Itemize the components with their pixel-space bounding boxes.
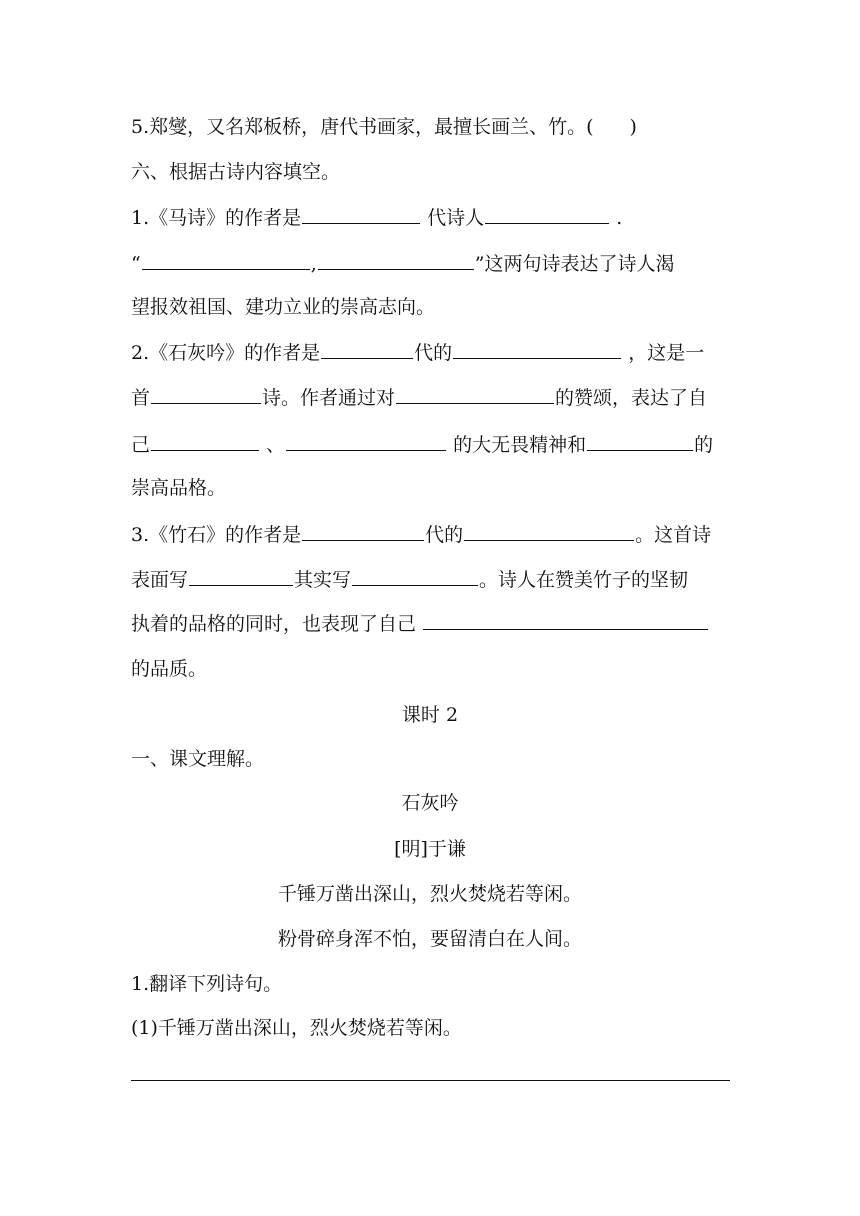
- blank-poet[interactable]: [464, 520, 634, 541]
- text: “: [131, 253, 141, 275]
- question-1-sub-1: (1)千锤万凿出深山，烈火焚烧若等闲。: [131, 1017, 462, 1039]
- answer-line[interactable]: [131, 1080, 730, 1081]
- blank-surface[interactable]: [189, 565, 293, 586]
- text: 己: [131, 434, 151, 456]
- text: 其实写: [294, 569, 352, 591]
- text: 。诗人在赞美竹子的坚韧: [479, 569, 689, 591]
- text: 的大无畏精神和: [447, 434, 587, 456]
- blank-verse-2[interactable]: [318, 249, 474, 270]
- blank-verse-1[interactable]: [142, 249, 310, 270]
- question-5: [131, 112, 637, 142]
- section-6-title: 六、根据古诗内容填空。: [131, 161, 341, 183]
- blank-type[interactable]: [151, 383, 261, 404]
- text: 3.《竹石》的作者是: [131, 524, 302, 546]
- poem-3-line-4: 的品质。: [131, 658, 208, 680]
- poem-2-line-2: [131, 383, 707, 413]
- blank-spirit-1[interactable]: [151, 430, 259, 451]
- text: 执着的品格的同时，也表现了自己: [131, 613, 423, 635]
- blank-quality[interactable]: [423, 609, 708, 630]
- blank-dynasty[interactable]: [302, 203, 420, 224]
- section-1-title: 一、课文理解。: [131, 748, 265, 770]
- poem-2-line-1: [131, 338, 704, 368]
- blank-poet[interactable]: [453, 338, 621, 359]
- text: 2.《石灰吟》的作者是: [131, 342, 321, 364]
- question-5-text: 5.郑燮，又名郑板桥，唐代书画家，最擅长画兰、竹。(: [131, 116, 594, 138]
- blank-object[interactable]: [396, 383, 554, 404]
- poem-1-line-3: 望报效祖国、建功立业的崇高志向。: [131, 296, 436, 318]
- poem-3-line-2: [131, 565, 688, 595]
- lesson-2-title: 课时 2: [401, 704, 459, 726]
- poem-line-2: 粉骨碎身浑不怕，要留清白在人间。: [277, 928, 582, 950]
- text: 表面写: [131, 569, 189, 591]
- poem-3-line-1: [131, 520, 711, 550]
- text: 1.《马诗》的作者是: [131, 207, 302, 229]
- text: 的赞颂，表达了自: [555, 387, 708, 409]
- text: 、: [260, 434, 286, 456]
- text: 代的: [414, 342, 453, 364]
- text: 代诗人: [421, 207, 485, 229]
- text: 首: [131, 387, 151, 409]
- blank-poet[interactable]: [485, 203, 609, 224]
- text: 代的: [425, 524, 464, 546]
- poem-author: [明]于谦: [394, 838, 466, 860]
- question-5-close: ): [629, 116, 637, 138]
- question-1-title: 1.翻译下列诗句。: [131, 973, 283, 995]
- text: .: [610, 207, 623, 229]
- text: 诗。作者通过对: [262, 387, 396, 409]
- blank-actual[interactable]: [352, 565, 478, 586]
- blank-spirit-2[interactable]: [286, 430, 446, 451]
- poem-3-line-3: [131, 609, 709, 639]
- poem-2-line-3: [131, 430, 713, 460]
- blank-author[interactable]: [321, 338, 413, 359]
- text: ”这两句诗表达了诗人渴: [474, 253, 675, 275]
- text: ，这是一: [622, 342, 705, 364]
- poem-title: 石灰吟: [401, 792, 459, 814]
- text: 的: [694, 434, 714, 456]
- poem-line-1: 千锤万凿出深山，烈火焚烧若等闲。: [277, 883, 582, 905]
- blank-author[interactable]: [302, 520, 424, 541]
- blank-character[interactable]: [587, 430, 693, 451]
- poem-2-line-4: 崇高品格。: [131, 477, 227, 499]
- poem-1-line-2: [131, 249, 674, 279]
- poem-1-line-1: [131, 203, 622, 233]
- text: ,: [310, 253, 317, 275]
- text: 。这首诗: [635, 524, 712, 546]
